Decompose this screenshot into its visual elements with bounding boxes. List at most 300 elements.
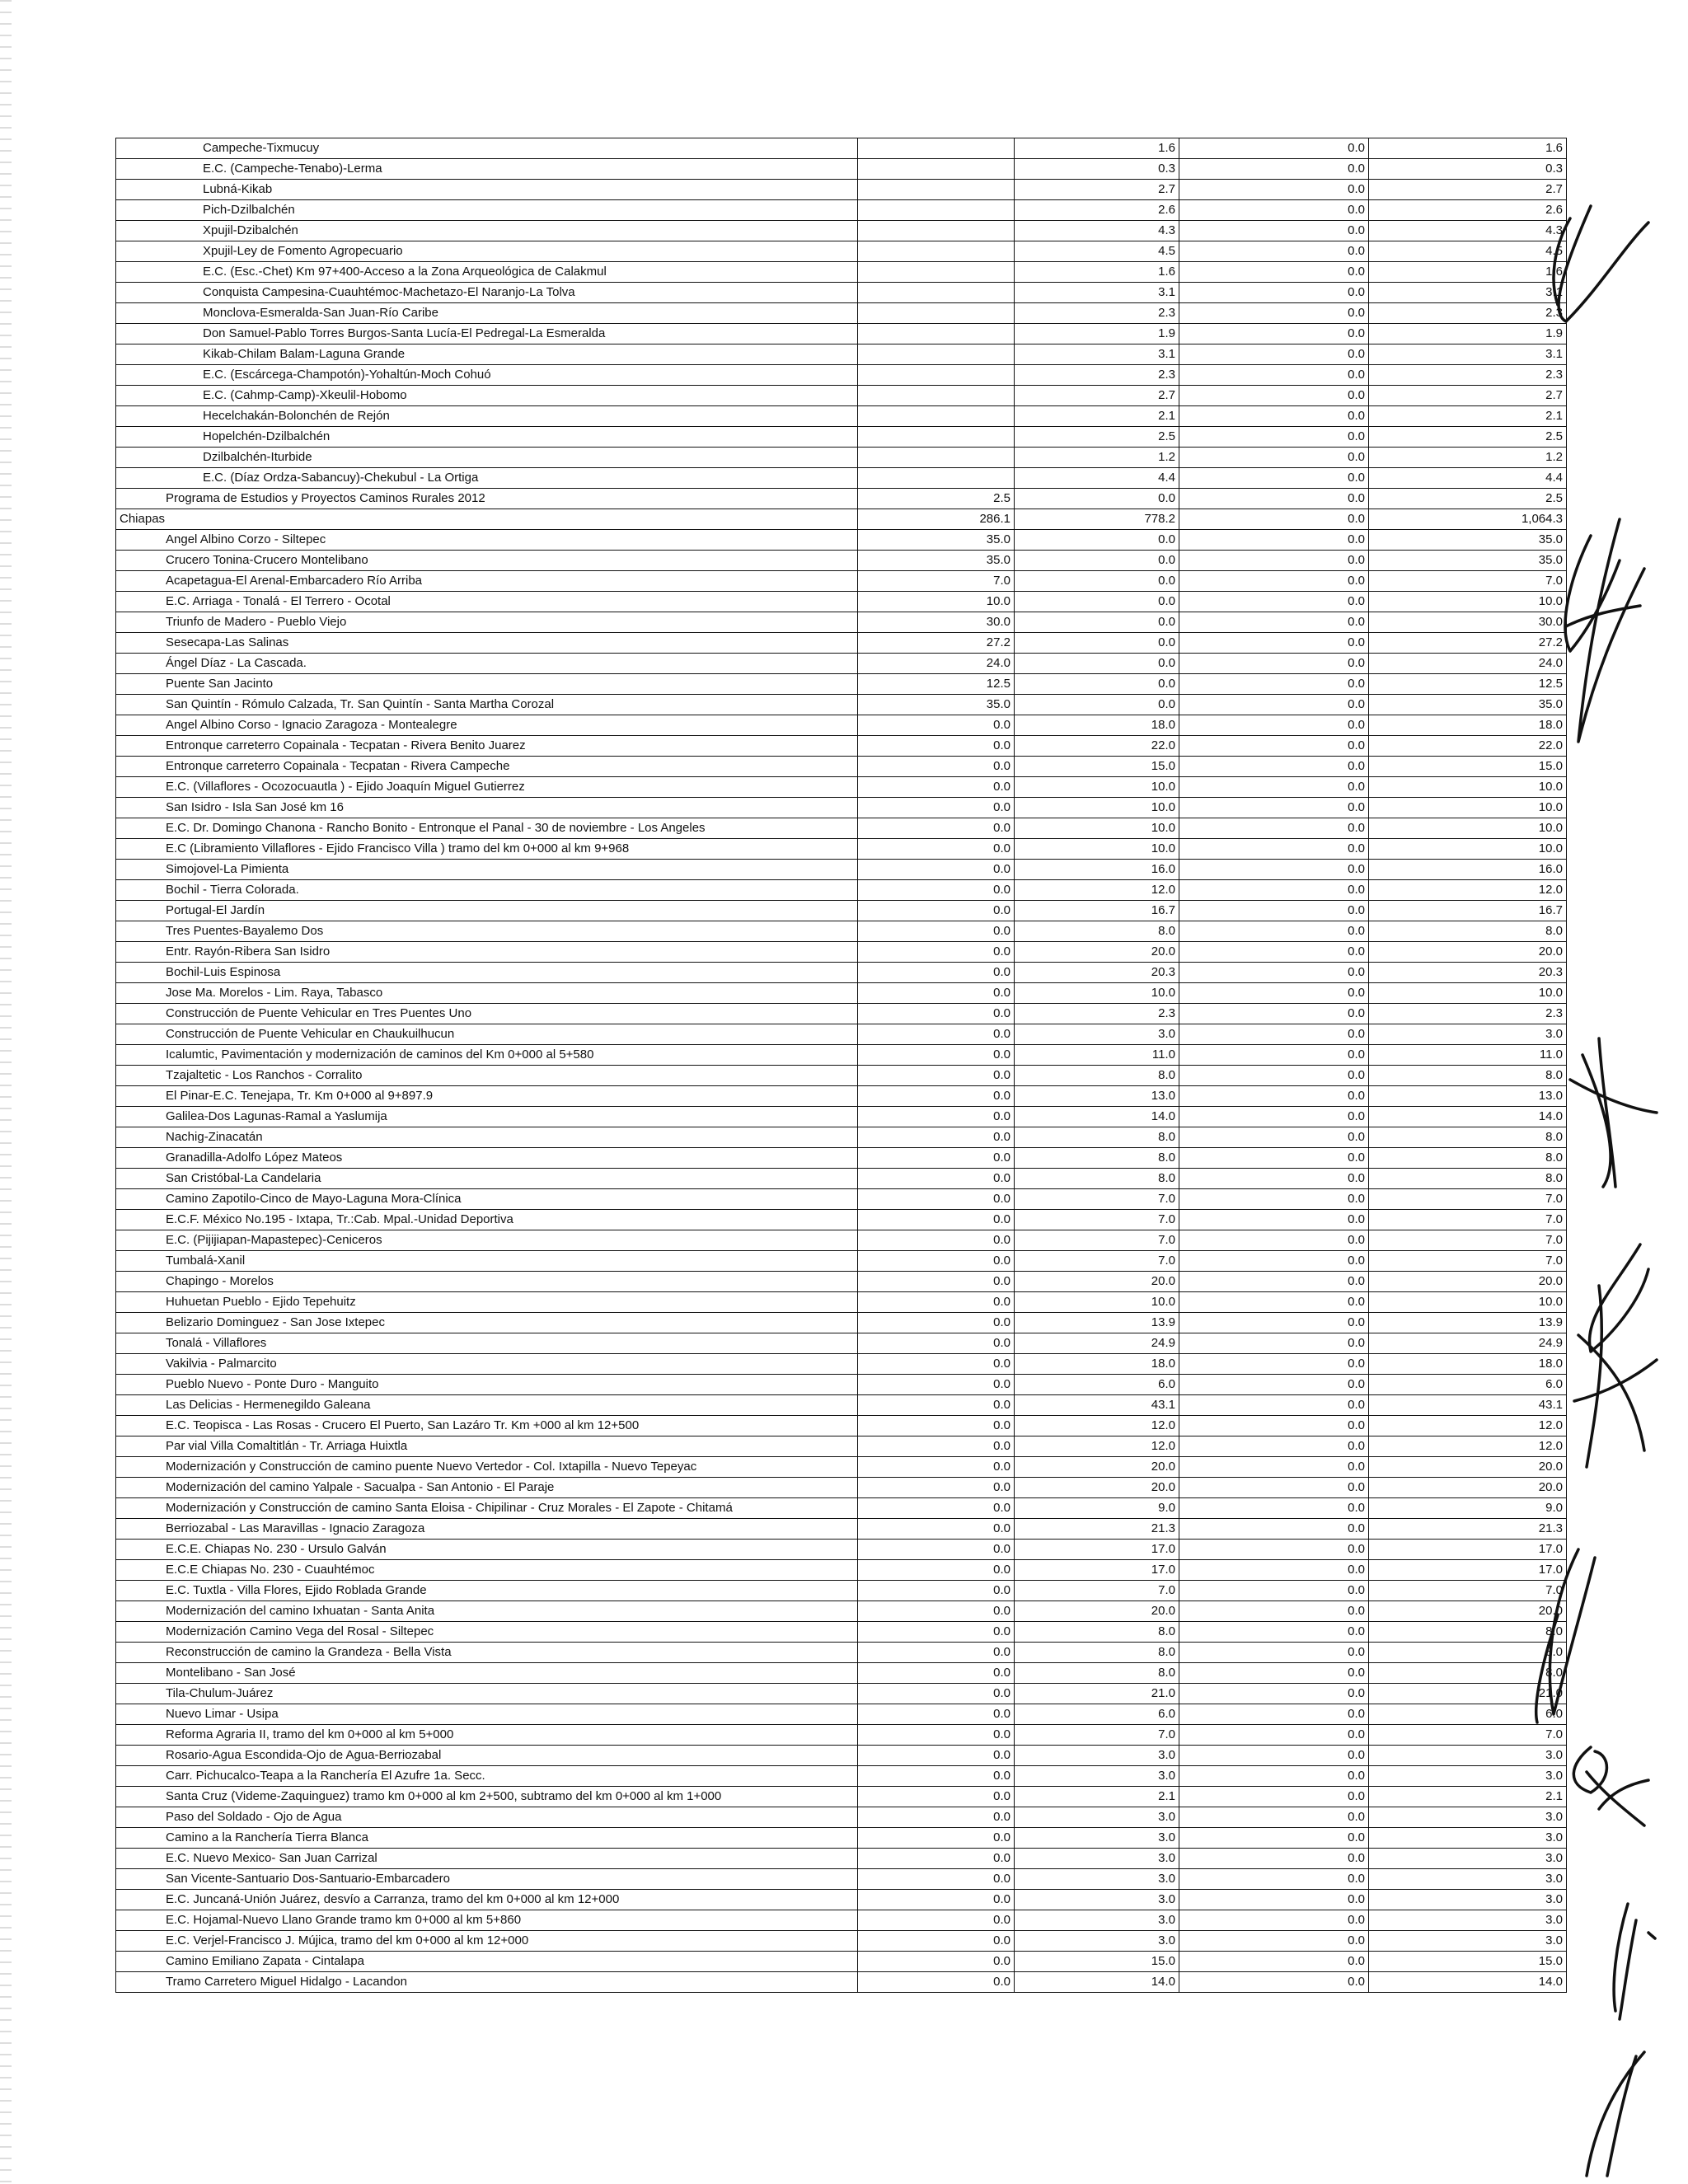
row-total-cell: 2.5 (1369, 489, 1567, 509)
table-row (116, 1869, 1567, 1890)
row-value-col3: 0.0 (1179, 757, 1369, 777)
row-value-col2: 17.0 (1015, 1560, 1179, 1581)
row-value-col3: 0.0 (1179, 1045, 1369, 1066)
table-row (116, 674, 1567, 695)
row-name-cell: Tumbalá-Xanil (116, 1251, 858, 1272)
row-value-col2: 0.0 (1015, 674, 1179, 695)
table-row (116, 509, 1567, 530)
table-row (116, 180, 1567, 200)
row-name-cell: El Pinar-E.C. Tenejapa, Tr. Km 0+000 al 9+897.9 (116, 1086, 858, 1107)
row-value-col2: 2.7 (1015, 180, 1179, 200)
row-name-cell: E.C.E Chiapas No. 230 - Cuauhtémoc (116, 1560, 858, 1581)
table-row (116, 1230, 1567, 1251)
row-value-col2: 8.0 (1015, 1127, 1179, 1148)
row-value-col3: 0.0 (1179, 1251, 1369, 1272)
row-value-col1: 30.0 (858, 612, 1015, 633)
row-value-col2: 3.0 (1015, 1766, 1179, 1787)
row-value-col3: 0.0 (1179, 860, 1369, 880)
row-value-col2: 12.0 (1015, 880, 1179, 901)
row-name-cell: Triunfo de Madero - Pueblo Viejo (116, 612, 858, 633)
row-total-cell: 6.0 (1369, 1704, 1567, 1725)
row-value-col2: 4.5 (1015, 241, 1179, 262)
row-value-col2: 2.7 (1015, 386, 1179, 406)
row-name-cell: Modernización y Construcción de camino Santa Eloisa - Chipilinar - Cruz Morales - El Zapote - Chitamá (116, 1498, 858, 1519)
table-row (116, 1375, 1567, 1395)
row-value-col3: 0.0 (1179, 963, 1369, 983)
row-value-col2: 6.0 (1015, 1375, 1179, 1395)
row-value-col1: 0.0 (858, 798, 1015, 818)
row-value-col1: 0.0 (858, 1869, 1015, 1890)
row-total-cell: 3.0 (1369, 1869, 1567, 1890)
row-value-col1: 0.0 (858, 1931, 1015, 1952)
row-value-col2: 3.0 (1015, 1890, 1179, 1910)
row-value-col2: 10.0 (1015, 983, 1179, 1004)
row-name-cell: Santa Cruz (Videme-Zaquinguez) tramo km 0+000 al km 2+500, subtramo del km 0+000 al km 1+000 (116, 1787, 858, 1807)
row-value-col3: 0.0 (1179, 880, 1369, 901)
row-total-cell: 2.5 (1369, 427, 1567, 448)
row-value-col3: 0.0 (1179, 1952, 1369, 1972)
row-value-col2: 0.0 (1015, 592, 1179, 612)
row-value-col3: 0.0 (1179, 1849, 1369, 1869)
row-total-cell: 1.9 (1369, 324, 1567, 344)
row-value-col1: 24.0 (858, 654, 1015, 674)
row-value-col1: 0.0 (858, 1807, 1015, 1828)
row-total-cell: 2.3 (1369, 303, 1567, 324)
row-value-col3: 0.0 (1179, 1313, 1369, 1333)
row-total-cell: 12.5 (1369, 674, 1567, 695)
row-value-col3: 0.0 (1179, 1787, 1369, 1807)
row-total-cell: 3.0 (1369, 1828, 1567, 1849)
row-value-col2: 8.0 (1015, 1066, 1179, 1086)
row-name-cell: Pueblo Nuevo - Ponte Duro - Manguito (116, 1375, 858, 1395)
row-value-col1 (858, 344, 1015, 365)
signature-mark-6 (1573, 1747, 1648, 1825)
row-name-cell: Jose Ma. Morelos - Lim. Raya, Tabasco (116, 983, 858, 1004)
row-name-cell: Paso del Soldado - Ojo de Agua (116, 1807, 858, 1828)
row-name-cell: San Cristóbal-La Candelaria (116, 1169, 858, 1189)
row-value-col1: 0.0 (858, 715, 1015, 736)
row-total-cell: 12.0 (1369, 880, 1567, 901)
row-value-col1: 35.0 (858, 695, 1015, 715)
row-value-col1 (858, 200, 1015, 221)
row-total-cell: 15.0 (1369, 1952, 1567, 1972)
row-value-col3: 0.0 (1179, 1931, 1369, 1952)
row-value-col3: 0.0 (1179, 1333, 1369, 1354)
row-total-cell: 21.3 (1369, 1519, 1567, 1540)
row-name-cell: Reconstrucción de camino la Grandeza - Bella Vista (116, 1643, 858, 1663)
row-value-col3: 0.0 (1179, 1622, 1369, 1643)
row-value-col2: 2.3 (1015, 1004, 1179, 1024)
row-value-col2: 21.3 (1015, 1519, 1179, 1540)
row-value-col2: 3.0 (1015, 1024, 1179, 1045)
table-row (116, 1416, 1567, 1436)
row-value-col1: 0.0 (858, 1601, 1015, 1622)
table-row (116, 1560, 1567, 1581)
row-value-col1: 0.0 (858, 1581, 1015, 1601)
row-total-cell: 4.5 (1369, 241, 1567, 262)
row-value-col2: 20.0 (1015, 1272, 1179, 1292)
row-value-col3: 0.0 (1179, 1643, 1369, 1663)
table-row (116, 1457, 1567, 1478)
row-value-col2: 0.0 (1015, 530, 1179, 551)
table-row (116, 1849, 1567, 1869)
row-total-cell: 8.0 (1369, 1148, 1567, 1169)
table-row (116, 1663, 1567, 1684)
row-total-cell: 0.3 (1369, 159, 1567, 180)
row-name-cell: Simojovel-La Pimienta (116, 860, 858, 880)
row-value-col1: 0.0 (858, 1024, 1015, 1045)
row-name-cell: Chapingo - Morelos (116, 1272, 858, 1292)
row-name-cell: Modernización y Construcción de camino puente Nuevo Vertedor - Col. Ixtapilla - Nuevo Tepeyac (116, 1457, 858, 1478)
row-value-col1: 0.0 (858, 818, 1015, 839)
row-value-col1: 0.0 (858, 860, 1015, 880)
row-name-cell: Construcción de Puente Vehicular en Tres Puentes Uno (116, 1004, 858, 1024)
table-row (116, 1622, 1567, 1643)
row-value-col2: 16.7 (1015, 901, 1179, 921)
row-value-col3: 0.0 (1179, 1478, 1369, 1498)
row-value-col1: 0.0 (858, 1766, 1015, 1787)
row-name-cell: Vakilvia - Palmarcito (116, 1354, 858, 1375)
row-value-col2: 0.0 (1015, 489, 1179, 509)
row-value-col2: 1.6 (1015, 262, 1179, 283)
row-name-cell: Conquista Campesina-Cuauhtémoc-Machetazo-El Naranjo-La Tolva (116, 283, 858, 303)
row-total-cell: 20.3 (1369, 963, 1567, 983)
row-name-cell: Tres Puentes-Bayalemo Dos (116, 921, 858, 942)
row-name-cell: Chiapas (116, 509, 858, 530)
row-value-col3: 0.0 (1179, 1066, 1369, 1086)
row-total-cell: 27.2 (1369, 633, 1567, 654)
table-row (116, 1910, 1567, 1931)
row-name-cell: Nachig-Zinacatán (116, 1127, 858, 1148)
row-value-col1 (858, 324, 1015, 344)
table-row (116, 798, 1567, 818)
signature-mark-3 (1570, 1038, 1657, 1187)
row-value-col2: 20.3 (1015, 963, 1179, 983)
table-row (116, 1272, 1567, 1292)
row-value-col3: 0.0 (1179, 427, 1369, 448)
signature-mark-8 (1587, 2052, 1644, 2176)
row-name-cell: E.C.E. Chiapas No. 230 - Ursulo Galván (116, 1540, 858, 1560)
row-total-cell: 4.4 (1369, 468, 1567, 489)
row-value-col2: 0.0 (1015, 612, 1179, 633)
table-row (116, 1766, 1567, 1787)
row-value-col2: 3.0 (1015, 1849, 1179, 1869)
row-name-cell: Don Samuel-Pablo Torres Burgos-Santa Lucía-El Pedregal-La Esmeralda (116, 324, 858, 344)
row-value-col1: 0.0 (858, 1478, 1015, 1498)
row-value-col2: 7.0 (1015, 1230, 1179, 1251)
row-name-cell: Camino Emiliano Zapata - Cintalapa (116, 1952, 858, 1972)
row-value-col1: 0.0 (858, 1828, 1015, 1849)
row-total-cell: 20.0 (1369, 1457, 1567, 1478)
row-total-cell: 21.0 (1369, 1684, 1567, 1704)
table-row (116, 757, 1567, 777)
row-total-cell: 3.1 (1369, 344, 1567, 365)
row-name-cell: E.C. (Campeche-Tenabo)-Lerma (116, 159, 858, 180)
row-value-col2: 8.0 (1015, 1622, 1179, 1643)
row-value-col1 (858, 468, 1015, 489)
row-value-col1: 0.0 (858, 757, 1015, 777)
table-row (116, 1478, 1567, 1498)
row-value-col1: 12.5 (858, 674, 1015, 695)
row-value-col1 (858, 303, 1015, 324)
signature-mark-7 (1614, 1904, 1655, 2019)
row-total-cell: 1.6 (1369, 138, 1567, 159)
table-row (116, 386, 1567, 406)
row-name-cell: Icalumtic, Pavimentación y modernización de caminos del Km 0+000 al 5+580 (116, 1045, 858, 1066)
row-total-cell: 13.0 (1369, 1086, 1567, 1107)
row-value-col2: 8.0 (1015, 1169, 1179, 1189)
table-row (116, 1004, 1567, 1024)
row-value-col1: 286.1 (858, 509, 1015, 530)
table-row (116, 1972, 1567, 1993)
row-total-cell: 20.0 (1369, 1272, 1567, 1292)
row-value-col2: 7.0 (1015, 1251, 1179, 1272)
row-name-cell: San Isidro - Isla San José km 16 (116, 798, 858, 818)
row-value-col2: 1.6 (1015, 138, 1179, 159)
row-value-col2: 20.0 (1015, 1601, 1179, 1622)
row-value-col2: 13.0 (1015, 1086, 1179, 1107)
row-value-col3: 0.0 (1179, 571, 1369, 592)
row-total-cell: 2.3 (1369, 1004, 1567, 1024)
row-total-cell: 24.9 (1369, 1333, 1567, 1354)
row-name-cell: Dzilbalchén-Iturbide (116, 448, 858, 468)
row-name-cell: Montelibano - San José (116, 1663, 858, 1684)
row-value-col1: 0.0 (858, 963, 1015, 983)
row-value-col3: 0.0 (1179, 324, 1369, 344)
row-value-col2: 2.3 (1015, 365, 1179, 386)
row-total-cell: 8.0 (1369, 1066, 1567, 1086)
table-row (116, 283, 1567, 303)
row-name-cell: E.C. (Cahmp-Camp)-Xkeulil-Hobomo (116, 386, 858, 406)
row-value-col3: 0.0 (1179, 1004, 1369, 1024)
row-value-col1: 0.0 (858, 1272, 1015, 1292)
table-row (116, 633, 1567, 654)
row-name-cell: Pich-Dzilbalchén (116, 200, 858, 221)
row-value-col3: 0.0 (1179, 1746, 1369, 1766)
row-total-cell: 2.1 (1369, 406, 1567, 427)
row-value-col2: 1.9 (1015, 324, 1179, 344)
table-row (116, 1828, 1567, 1849)
row-name-cell: Camino Zapotilo-Cinco de Mayo-Laguna Mora-Clínica (116, 1189, 858, 1210)
row-total-cell: 3.0 (1369, 1890, 1567, 1910)
row-value-col2: 0.0 (1015, 654, 1179, 674)
row-name-cell: Galilea-Dos Lagunas-Ramal a Yaslumija (116, 1107, 858, 1127)
row-value-col3: 0.0 (1179, 1581, 1369, 1601)
row-value-col3: 0.0 (1179, 262, 1369, 283)
row-total-cell: 2.7 (1369, 386, 1567, 406)
row-value-col3: 0.0 (1179, 365, 1369, 386)
table-row (116, 942, 1567, 963)
table-row (116, 1189, 1567, 1210)
row-total-cell: 8.0 (1369, 1643, 1567, 1663)
row-value-col1: 0.0 (858, 1787, 1015, 1807)
row-value-col2: 2.1 (1015, 406, 1179, 427)
row-total-cell: 35.0 (1369, 530, 1567, 551)
row-total-cell: 35.0 (1369, 551, 1567, 571)
row-total-cell: 4.3 (1369, 221, 1567, 241)
row-value-col1: 0.0 (858, 901, 1015, 921)
row-total-cell: 7.0 (1369, 1581, 1567, 1601)
row-value-col1: 0.0 (858, 1849, 1015, 1869)
row-value-col1: 0.0 (858, 1725, 1015, 1746)
table-row (116, 1333, 1567, 1354)
row-name-cell: Ángel Díaz - La Cascada. (116, 654, 858, 674)
row-name-cell: Tramo Carretero Miguel Hidalgo - Lacandon (116, 1972, 858, 1993)
row-value-col2: 2.1 (1015, 1787, 1179, 1807)
row-total-cell: 3.0 (1369, 1910, 1567, 1931)
table-row (116, 1086, 1567, 1107)
row-value-col2: 10.0 (1015, 839, 1179, 860)
table-row (116, 1746, 1567, 1766)
row-total-cell: 7.0 (1369, 571, 1567, 592)
row-value-col1: 2.5 (858, 489, 1015, 509)
row-value-col3: 0.0 (1179, 736, 1369, 757)
row-total-cell: 15.0 (1369, 757, 1567, 777)
row-total-cell: 8.0 (1369, 1127, 1567, 1148)
row-name-cell: E.C. (Pijijiapan-Mapastepec)-Ceniceros (116, 1230, 858, 1251)
row-value-col2: 14.0 (1015, 1972, 1179, 1993)
row-value-col2: 4.4 (1015, 468, 1179, 489)
row-value-col3: 0.0 (1179, 674, 1369, 695)
row-value-col2: 9.0 (1015, 1498, 1179, 1519)
row-name-cell: Rosario-Agua Escondida-Ojo de Agua-Berriozabal (116, 1746, 858, 1766)
table-row (116, 1251, 1567, 1272)
row-value-col1: 0.0 (858, 1066, 1015, 1086)
row-value-col3: 0.0 (1179, 633, 1369, 654)
table-row (116, 592, 1567, 612)
row-value-col1: 0.0 (858, 736, 1015, 757)
row-value-col1: 0.0 (858, 1519, 1015, 1540)
row-total-cell: 17.0 (1369, 1560, 1567, 1581)
row-total-cell: 8.0 (1369, 1622, 1567, 1643)
table-row (116, 1292, 1567, 1313)
row-name-cell: E.C. Juncaná-Unión Juárez, desvío a Carranza, tramo del km 0+000 al km 12+000 (116, 1890, 858, 1910)
row-value-col2: 778.2 (1015, 509, 1179, 530)
row-name-cell: Monclova-Esmeralda-San Juan-Río Caribe (116, 303, 858, 324)
table-row (116, 1704, 1567, 1725)
table-row (116, 1313, 1567, 1333)
row-value-col2: 3.0 (1015, 1931, 1179, 1952)
row-value-col2: 1.2 (1015, 448, 1179, 468)
table-row (116, 1107, 1567, 1127)
table-row (116, 427, 1567, 448)
row-value-col3: 0.0 (1179, 901, 1369, 921)
row-value-col3: 0.0 (1179, 1498, 1369, 1519)
table-row (116, 489, 1567, 509)
row-total-cell: 7.0 (1369, 1230, 1567, 1251)
row-value-col3: 0.0 (1179, 777, 1369, 798)
table-row (116, 1684, 1567, 1704)
table-row (116, 448, 1567, 468)
row-name-cell: Portugal-El Jardín (116, 901, 858, 921)
row-value-col1: 10.0 (858, 592, 1015, 612)
table-row (116, 921, 1567, 942)
table-row (116, 1127, 1567, 1148)
table-row (116, 736, 1567, 757)
row-value-col2: 11.0 (1015, 1045, 1179, 1066)
row-value-col2: 3.1 (1015, 283, 1179, 303)
row-total-cell: 16.7 (1369, 901, 1567, 921)
row-total-cell: 10.0 (1369, 777, 1567, 798)
row-value-col2: 20.0 (1015, 942, 1179, 963)
row-value-col3: 0.0 (1179, 200, 1369, 221)
row-value-col1 (858, 448, 1015, 468)
row-value-col1: 0.0 (858, 1890, 1015, 1910)
row-value-col1 (858, 406, 1015, 427)
table-row (116, 1148, 1567, 1169)
row-name-cell: San Vicente-Santuario Dos-Santuario-Embarcadero (116, 1869, 858, 1890)
row-value-col1: 0.0 (858, 839, 1015, 860)
row-value-col1: 0.0 (858, 1663, 1015, 1684)
row-value-col3: 0.0 (1179, 695, 1369, 715)
row-value-col1 (858, 180, 1015, 200)
row-total-cell: 2.6 (1369, 200, 1567, 221)
row-value-col2: 15.0 (1015, 757, 1179, 777)
row-value-col2: 3.1 (1015, 344, 1179, 365)
table-row (116, 303, 1567, 324)
row-value-col3: 0.0 (1179, 1684, 1369, 1704)
row-total-cell: 2.1 (1369, 1787, 1567, 1807)
row-value-col1: 0.0 (858, 1643, 1015, 1663)
row-value-col2: 18.0 (1015, 1354, 1179, 1375)
row-name-cell: Tzajaltetic - Los Ranchos - Corralito (116, 1066, 858, 1086)
row-value-col3: 0.0 (1179, 1395, 1369, 1416)
row-value-col3: 0.0 (1179, 530, 1369, 551)
table-row (116, 695, 1567, 715)
row-value-col2: 16.0 (1015, 860, 1179, 880)
row-value-col2: 7.0 (1015, 1725, 1179, 1746)
row-value-col3: 0.0 (1179, 1869, 1369, 1890)
row-total-cell: 3.0 (1369, 1746, 1567, 1766)
table-row (116, 551, 1567, 571)
row-total-cell: 43.1 (1369, 1395, 1567, 1416)
row-value-col3: 0.0 (1179, 1540, 1369, 1560)
row-value-col3: 0.0 (1179, 1272, 1369, 1292)
row-value-col1: 0.0 (858, 1498, 1015, 1519)
row-total-cell: 3.0 (1369, 1024, 1567, 1045)
table-row (116, 1725, 1567, 1746)
row-value-col1 (858, 283, 1015, 303)
row-value-col2: 7.0 (1015, 1581, 1179, 1601)
row-name-cell: Tila-Chulum-Juárez (116, 1684, 858, 1704)
row-value-col2: 21.0 (1015, 1684, 1179, 1704)
row-value-col3: 0.0 (1179, 468, 1369, 489)
signature-mark-4 (1574, 1244, 1657, 1467)
row-value-col2: 3.0 (1015, 1746, 1179, 1766)
table-row (116, 983, 1567, 1004)
table-row (116, 1787, 1567, 1807)
row-total-cell: 14.0 (1369, 1107, 1567, 1127)
row-value-col3: 0.0 (1179, 303, 1369, 324)
table-row (116, 860, 1567, 880)
row-value-col1: 0.0 (858, 1910, 1015, 1931)
table-row (116, 839, 1567, 860)
row-value-col1: 0.0 (858, 1540, 1015, 1560)
row-value-col2: 8.0 (1015, 1663, 1179, 1684)
row-name-cell: E.C. Arriaga - Tonalá - El Terrero - Ocotal (116, 592, 858, 612)
row-value-col3: 0.0 (1179, 592, 1369, 612)
row-total-cell: 20.0 (1369, 942, 1567, 963)
row-value-col3: 0.0 (1179, 406, 1369, 427)
row-value-col3: 0.0 (1179, 1972, 1369, 1993)
table-row (116, 159, 1567, 180)
row-total-cell: 3.0 (1369, 1931, 1567, 1952)
row-value-col1: 0.0 (858, 1333, 1015, 1354)
table-row (116, 262, 1567, 283)
row-name-cell: Construcción de Puente Vehicular en Chaukuilhucun (116, 1024, 858, 1045)
row-value-col3: 0.0 (1179, 1292, 1369, 1313)
table-row (116, 901, 1567, 921)
